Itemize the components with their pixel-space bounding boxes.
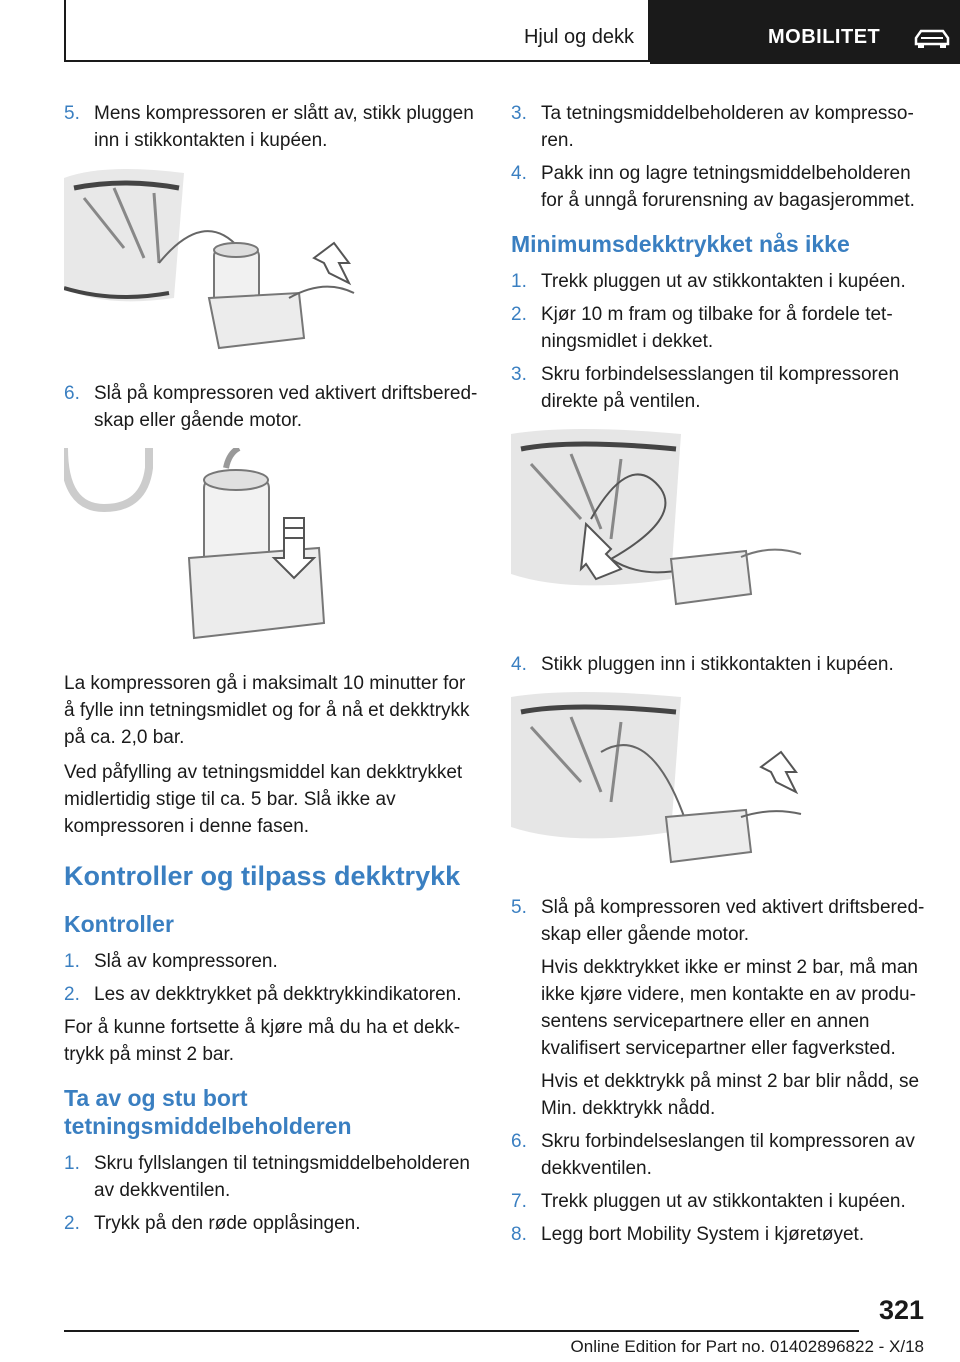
car-icon bbox=[912, 26, 952, 50]
remove-step-1: 1. Skru fyllslangen til tetningsmiddelbeholderen av dekkventilen. bbox=[64, 1153, 471, 1201]
min-step-2: 2. Kjør 10 m fram og tilbake for å fordele tetningsmidlet i dekket. bbox=[511, 304, 893, 352]
step-6-turn-on: 6. Slå på kompressoren ved aktivert driftsberedskap eller gående motor. bbox=[64, 383, 478, 431]
chapter-title: MOBILITET bbox=[768, 26, 881, 48]
paragraph-run-time: La kompressoren gå i maksimalt 10 minutter for å fylle inn tetningsmidlet og for å nå et dekktrykk på ca. 2,0 bar. bbox=[64, 673, 470, 748]
section-title: Hjul og dekk bbox=[523, 26, 634, 48]
remove-step-3: 3. Ta tetningsmiddelbeholderen av kompressoren. bbox=[511, 103, 914, 151]
paragraph-min-pressure: For å kunne fortsette å kjøre må du ha et dekktrykk på minst 2 bar. bbox=[64, 1017, 461, 1065]
remove-step-4: 4. Pakk inn og lagre tetningsmiddelbeholderen for å unngå forurensning av bagasjerommet. bbox=[511, 163, 915, 211]
step5-note-below-2bar: Hvis dekktrykket ikke er minst 2 bar, må man ikke kjøre videre, men kontakte en av produsentens servicepartnere eller en annen kvalifisert servicepartner eller fagverksted. bbox=[541, 957, 918, 1059]
min-step-7: 7. Trekk pluggen ut av stikkontakten i kupéen. bbox=[511, 1191, 906, 1212]
page-header bbox=[64, 0, 896, 64]
subheading-remove-container: Ta av og stu bort tetningsmiddelbeholderen bbox=[64, 1085, 352, 1139]
chapter-tab bbox=[650, 0, 960, 64]
page-number: 321 bbox=[878, 1295, 924, 1325]
left-column bbox=[64, 100, 479, 1243]
compressor-plug-illustration bbox=[511, 692, 811, 872]
right-column bbox=[511, 100, 926, 1254]
min-step-5: 5. Slå på kompressoren ved aktivert driftsberedskap eller gående motor. Hvis dekktrykket ikke er minst 2 bar, må man ikke kjøre videre, men kontakte en av produsentens servicepartnere eller en annen kvalifisert servicepartner eller fagverksted. Hvis et dekktrykk på minst 2 bar blir nådd, se Min. dekktrykk nådd. bbox=[511, 894, 926, 1122]
subheading-min-pressure-not-reached: Minimumsdekktrykket nås ikke bbox=[511, 231, 850, 257]
check-step-2: 2. Les av dekktrykket på dekktrykkindikatoren. bbox=[64, 984, 462, 1005]
min-step-3: 3. Skru forbindelsesslangen til kompressoren direkte på ventilen. bbox=[511, 364, 900, 412]
min-step-1: 1. Trekk pluggen ut av stikkontakten i kupéen. bbox=[511, 271, 906, 292]
check-step-1: 1. Slå av kompressoren. bbox=[64, 951, 278, 972]
step-5-plug-in: 5. Mens kompressoren er slått av, stikk pluggen inn i stikkontakten i kupéen. bbox=[64, 103, 474, 151]
paragraph-pressure-rise: Ved påfylling av tetningsmiddel kan dekktrykket midlertidig stige til ca. 5 bar. Slå ikke av kompressoren i denne fasen. bbox=[64, 762, 463, 837]
footer-divider bbox=[64, 1330, 859, 1332]
heading-check-adjust-pressure: Kontroller og tilpass dekktrykk bbox=[64, 861, 461, 891]
min-step-8: 8. Legg bort Mobility System i kjøretøyet. bbox=[511, 1224, 865, 1245]
edition-footer: Online Edition for Part no. 01402896822 - X/18 bbox=[570, 1337, 924, 1356]
min-step-4: 4. Stikk pluggen inn i stikkontakten i kupéen. bbox=[511, 654, 894, 675]
hose-to-valve-illustration bbox=[511, 429, 811, 629]
subheading-check: Kontroller bbox=[64, 911, 174, 937]
compressor-bottle-illustration bbox=[64, 448, 364, 648]
remove-step-2: 2. Trykk på den røde opplåsingen. bbox=[64, 1213, 361, 1234]
step5-note-reached: Hvis et dekktrykk på minst 2 bar blir nådd, se Min. dekktrykk nådd. bbox=[541, 1071, 920, 1119]
min-step-6: 6. Skru forbindelseslangen til kompressoren av dekkventilen. bbox=[511, 1131, 915, 1179]
compressor-wheel-illustration bbox=[64, 168, 364, 358]
